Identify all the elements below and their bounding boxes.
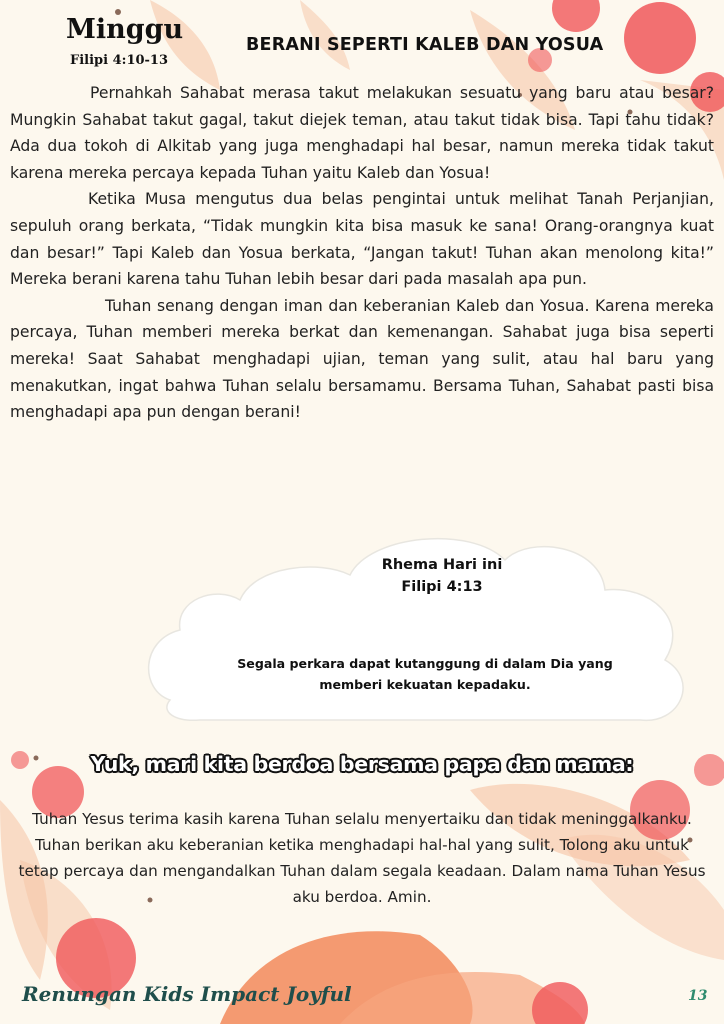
paragraph-2: Ketika Musa mengutus dua belas pengintai untuk melihat Tanah Perjanjian, sepuluh orang berkata, “Tidak mungkin kita bisa masuk ke sana! Orang-orangnya kuat dan besar!” Tapi Kaleb dan Yosua berkata, “Jangan takut! Tuhan akan menolong kita!” Mereka berani karena tahu Tuhan lebih besar dari pada masalah apa pun. bbox=[10, 190, 714, 289]
page-number: 13 bbox=[688, 988, 708, 1004]
rhema-heading: Rhema Hari ini bbox=[381, 557, 503, 573]
devotional-body bbox=[10, 80, 714, 426]
paragraph-1: Pernahkah Sahabat merasa takut melakukan sesuatu yang baru atau besar? Mungkin Sahabat takut gagal, takut diejek teman, atau takut tidak bisa. Tapi tahu tidak? Ada dua tokoh di Alkitab yang juga menghadapi hal besar, namun mereka tidak takut karena mereka percaya kepada Tuhan yaitu Kaleb dan Yosua! bbox=[10, 84, 714, 182]
rhema-reference: Filipi 4:13 bbox=[401, 579, 483, 595]
publication-name: Renungan Kids Impact Joyful bbox=[22, 982, 352, 1006]
day-label: Minggu bbox=[66, 14, 184, 45]
paragraph-3: Tuhan senang dengan iman dan keberanian Kaleb dan Yosua. Karena mereka percaya, Tuhan memberi mereka berkat dan kemenangan. Sahabat juga bisa seperti mereka! Saat Sahabat menghadapi ujian, teman yang sulit, atau hal baru yang menakutkan, ingat bahwa Tuhan selalu bersamamu. Bersama Tuhan, Sahabat pasti bisa menghadapi apa pun dengan berani! bbox=[10, 296, 714, 422]
prayer-heading: Yuk, mari kita berdoa bersama papa dan mama: bbox=[90, 752, 634, 776]
page-title: BERANI SEPERTI KALEB DAN YOSUA bbox=[246, 35, 604, 55]
rhema-heading-block bbox=[342, 554, 542, 598]
rhema-verse: Segala perkara dapat kutanggung di dalam Dia yang memberi kekuatan kepadaku. bbox=[237, 656, 613, 692]
scripture-reference: Filipi 4:10-13 bbox=[70, 53, 169, 68]
prayer-text: Tuhan Yesus terima kasih karena Tuhan selalu menyertaiku dan tidak meninggalkanku. Tuhan berikan aku keberanian ketika menghadapi hal-hal yang sulit, Tolong aku untuk tetap percaya dan mengandalkan Tuhan dalam segala keadaan. Dalam nama Tuhan Yesus aku berdoa. Amin. bbox=[18, 810, 706, 906]
